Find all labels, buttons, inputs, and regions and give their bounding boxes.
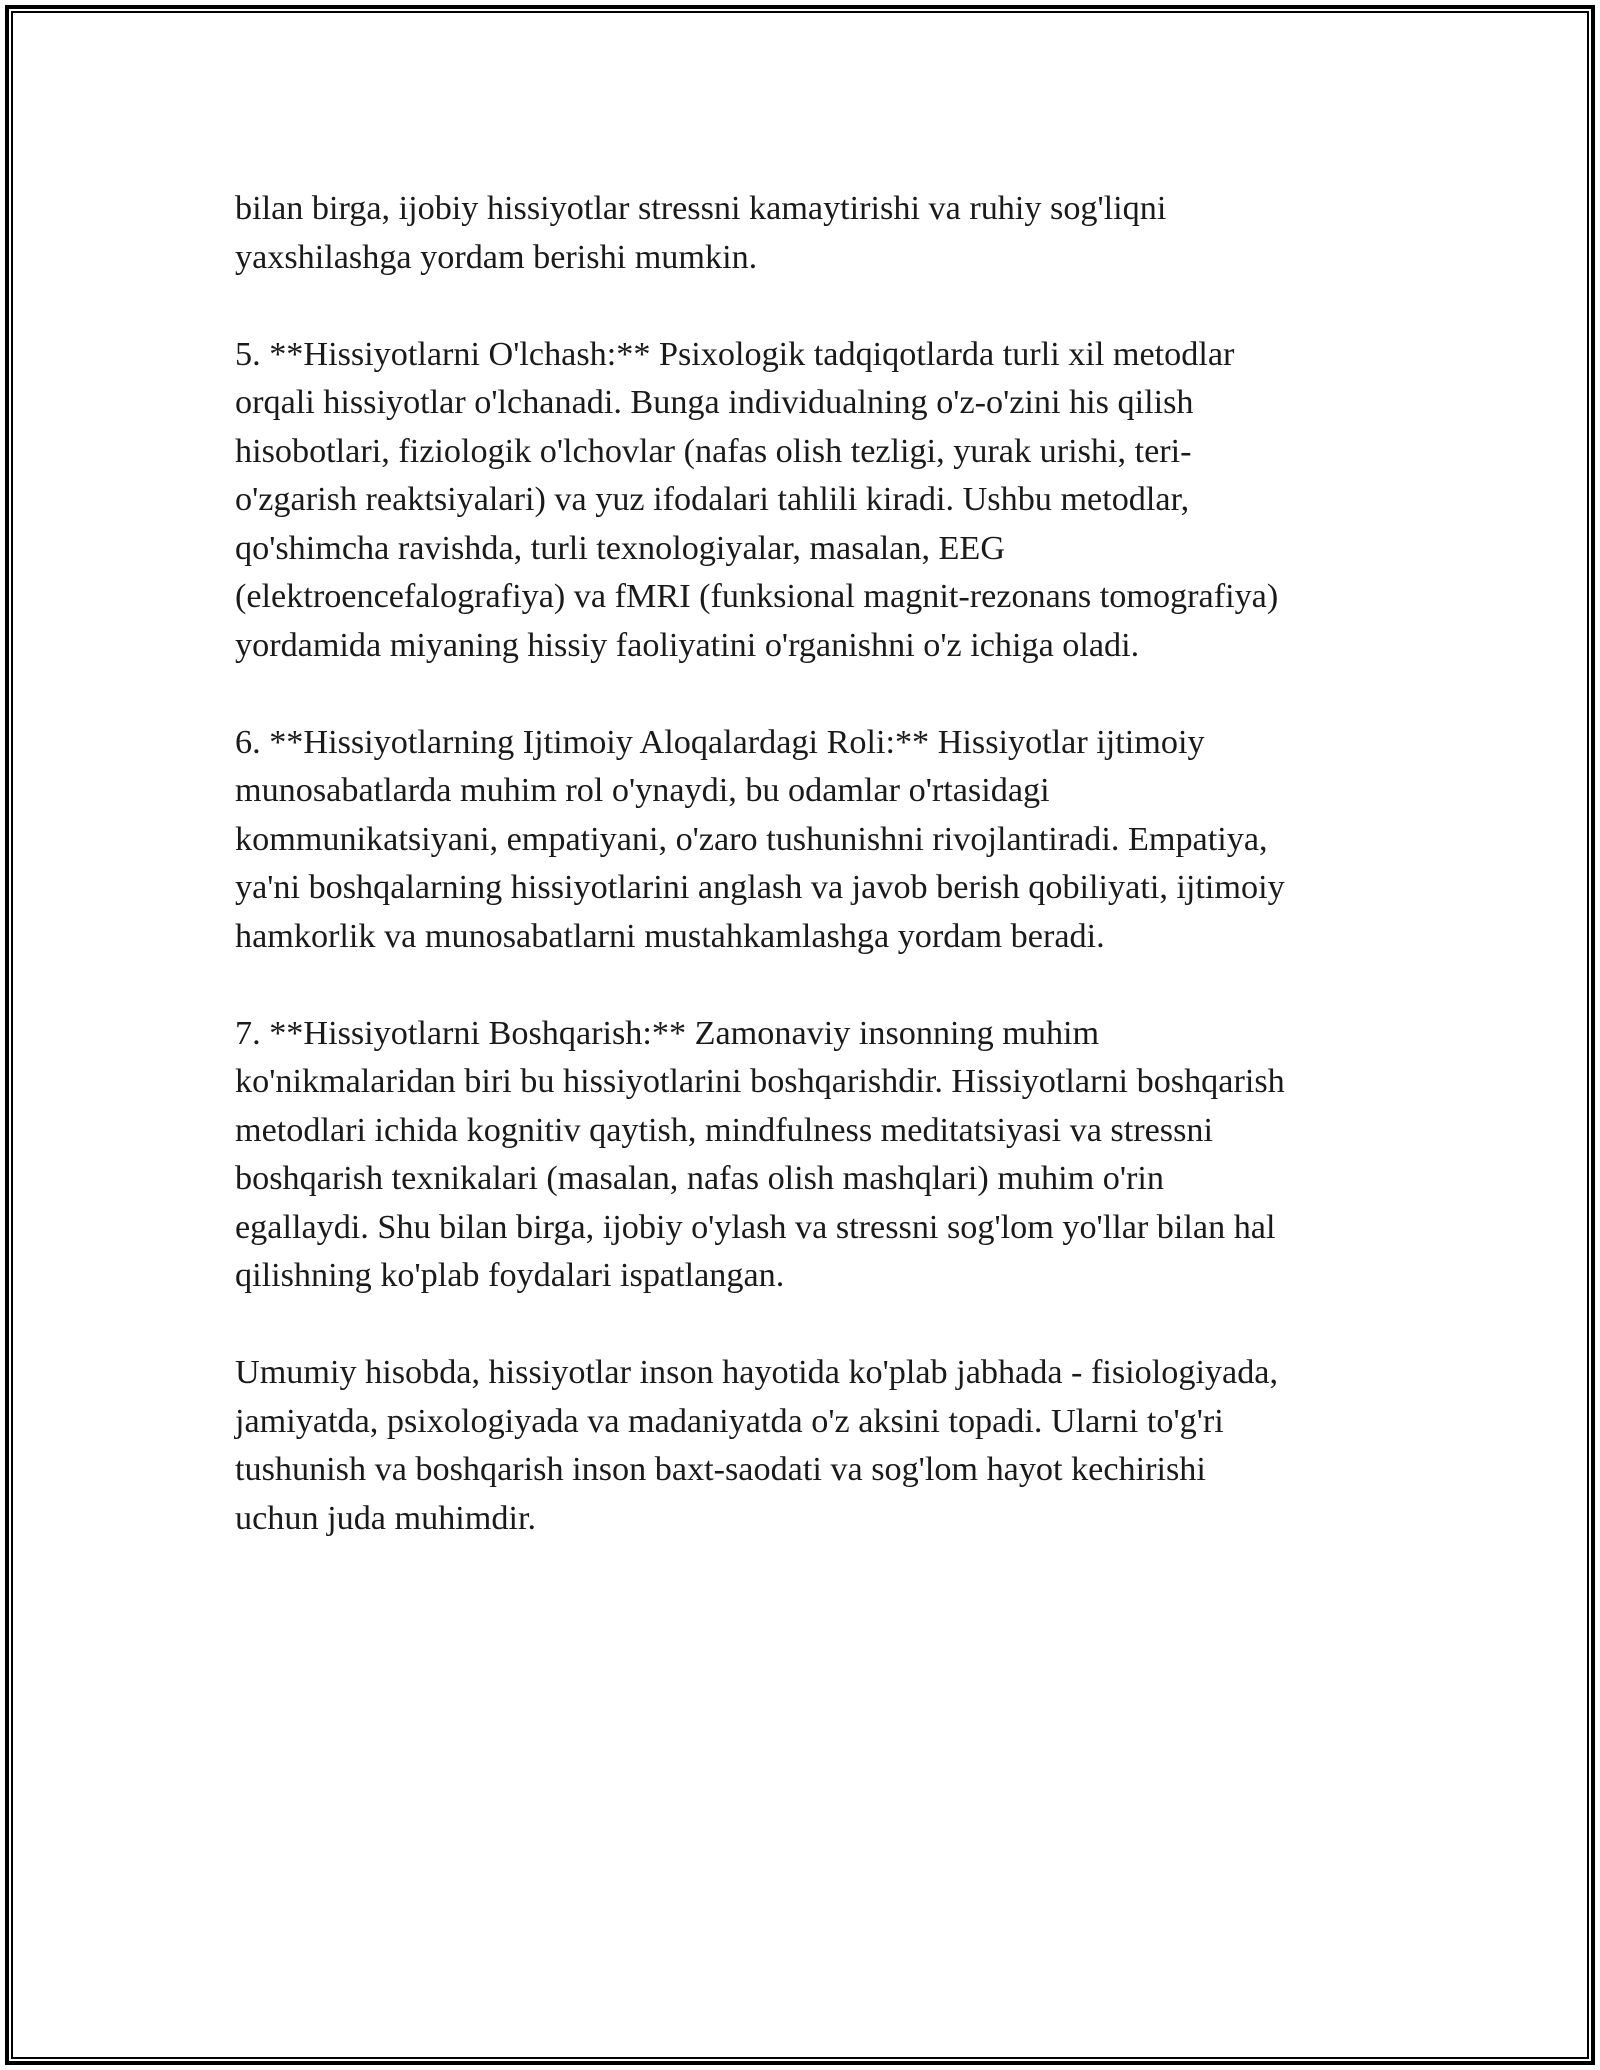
text-line: munosabatlarda muhim rol o'ynaydi, bu odamlar o'rtasidagi (235, 772, 1050, 809)
text-line: Umumiy hisobda, hissiyotlar inson hayotida ko'plab jabhada - fisiologiyada, (235, 1354, 1279, 1391)
text-line: 7. **Hissiyotlarni Boshqarish:** Zamonaviy insonning muhim (235, 1014, 1100, 1052)
text-line: qilishning ko'plab foydalari ispatlangan. (235, 1257, 785, 1294)
text-line: boshqarish texnikalari (masalan, nafas olish mashqlari) muhim o'rin (235, 1160, 1165, 1197)
text-line: jamiyatda, psixologiyada va madaniyatda o'z aksini topadi. Ularni to'g'ri (235, 1402, 1224, 1440)
text-line: orqali hissiyotlar o'lchanadi. Bunga individualning o'z-o'zini his qilish (235, 384, 1194, 421)
text-line: qo'shimcha ravishda, turli texnologiyalar, masalan, EEG (235, 529, 1006, 567)
text-line: kommunikatsiyani, empatiyani, o'zaro tushunishni rivojlantiradi. Empatiya, (235, 820, 1268, 858)
paragraph-item-6 (235, 719, 1385, 962)
paragraph-conclusion (235, 1349, 1385, 1543)
text-line: (elektroencefalografiya) va fMRI (funksional magnit-rezonans tomografiya) (235, 578, 1279, 615)
text-line: tushunish va boshqarish inson baxt-saodati va sog'lom hayot kechirishi (235, 1451, 1206, 1488)
text-line: hamkorlik va munosabatlarni mustahkamlashga yordam beradi. (235, 917, 1105, 955)
text-line: uchun juda muhimdir. (235, 1499, 537, 1537)
paragraph-item-7 (235, 1010, 1385, 1301)
paragraph-item-5 (235, 331, 1385, 671)
text-line: ko'nikmalaridan biri bu hissiyotlarini boshqarishdir. Hissiyotlarni boshqarish (235, 1063, 1285, 1100)
text-line: metodlari ichida kognitiv qaytish, mindfulness meditatsiyasi va stressni (235, 1111, 1213, 1149)
text-line: 6. **Hissiyotlarning Ijtimoiy Aloqalardagi Roli:** Hissiyotlar ijtimoiy (235, 723, 1205, 761)
text-line: 5. **Hissiyotlarni O'lchash:** Psixologik tadqiqotlarda turli xil metodlar (235, 335, 1235, 373)
text-line: yordamida miyaning hissiy faoliyatini o'rganishni o'z ichiga oladi. (235, 626, 1140, 664)
text-line: bilan birga, ijobiy hissiyotlar stressni kamaytirishi va ruhiy sog'liqni (235, 190, 1167, 227)
text-line: ya'ni boshqalarning hissiyotlarini anglash va javob berish qobiliyati, ijtimoiy (235, 869, 1285, 906)
text-line: o'zgarish reaktsiyalari) va yuz ifodalari tahlili kiradi. Ushbu metodlar, (235, 481, 1190, 518)
text-line: hisobotlari, fiziologik o'lchovlar (nafas olish tezligi, yurak urishi, teri- (235, 432, 1192, 470)
text-line: yaxshilashga yordam berishi mumkin. (235, 238, 758, 276)
paragraph-continuation (235, 185, 1385, 282)
text-line: egallaydi. Shu bilan birga, ijobiy o'ylash va stressni sog'lom yo'llar bilan hal (235, 1208, 1276, 1246)
document-body (235, 185, 1385, 1592)
